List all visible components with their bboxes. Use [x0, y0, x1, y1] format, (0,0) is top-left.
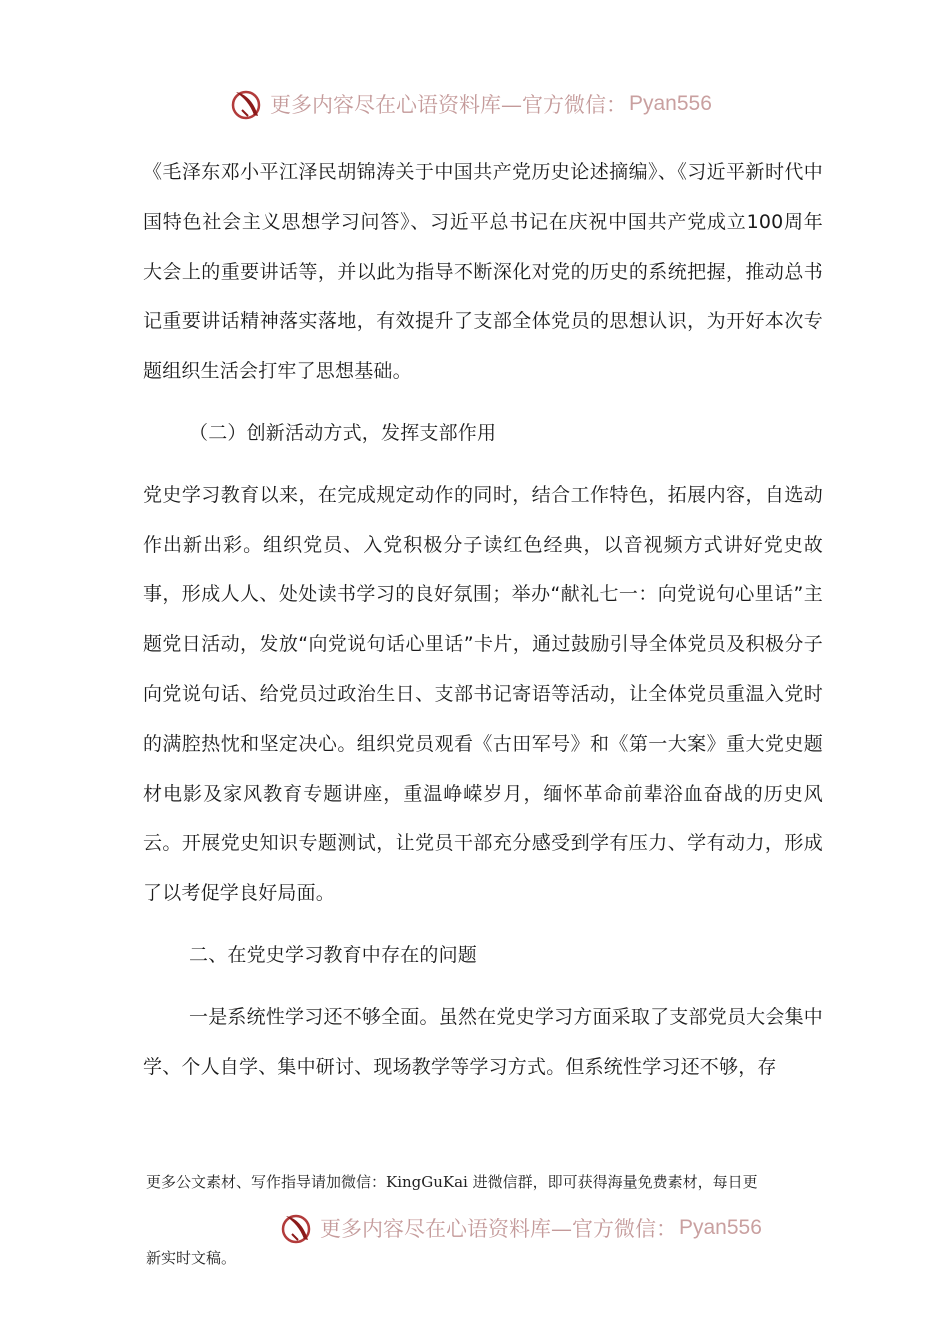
watermark-wechat-id: Pyan556 — [629, 92, 712, 115]
footer-note: 更多公文素材、写作指导请加微信：KingGuKai 进微信群，即可获得海量免费素材，每日更 — [146, 1173, 758, 1191]
quill-pen-logo-icon — [228, 86, 264, 122]
watermark-header — [228, 86, 712, 122]
watermark-wechat-id: Pyan556 — [679, 1216, 762, 1239]
section-heading-problems: 二、在党史学习教育中存在的问题 — [189, 943, 478, 966]
paragraph-activities: 党史学习教育以来，在完成规定动作的同时，结合工作特色，拓展内容，自选动作出新出彩。组织党员、入党积极分子读红色经典，以音视频方式讲好党史故事，形成人人、处处读书学习的良好氛围；举办“献礼七一：向党说句心里话”主题党日活动，发放“向党说句话心里话”卡片，通过鼓励引导全体党员及积极分子向党说句话、给党员过政治生日、支部书记寄语等活动，让全体党员重温入党时的满腔热忱和坚定决心。组织党员观看《古田军号》和《第一大案》重大党史题材电影及家风教育专题讲座，重温峥嵘岁月，缅怀革命前辈浴血奋战的历史风云。开展党史知识专题测试，让党员干部充分感受到学有压力、学有动力，形成了以考促学良好局面。 — [143, 483, 823, 905]
watermark-footer — [278, 1210, 762, 1246]
watermark-text: 更多内容尽在心语资料库—官方微信： — [320, 1217, 677, 1241]
section-heading-innovation: （二）创新活动方式，发挥支部作用 — [189, 421, 497, 444]
document-body — [143, 148, 823, 1092]
watermark-text: 更多内容尽在心语资料库—官方微信： — [270, 93, 627, 117]
paragraph-study-materials: 《毛泽东邓小平江泽民胡锦涛关于中国共产党历史论述摘编》、《习近平新时代中国特色社会主义思想学习问答》、习近平总书记在庆祝中国共产党成立100周年大会上的重要讲话等，并以此为指导不断深化对党的历史的系统把握，推动总书记重要讲话精神落实落地，有效提升了支部全体党员的思想认识，为开好本次专题组织生活会打牢了思想基础。 — [143, 161, 823, 383]
quill-pen-logo-icon — [278, 1210, 314, 1246]
paragraph-problem-one: 一是系统性学习还不够全面。虽然在党史学习方面采取了支部党员大会集中学、个人自学、集中研讨、现场教学等学习方式。但系统性学习还不够，存 — [143, 1005, 823, 1078]
footer-note-continued: 新实时文稿。 — [146, 1249, 237, 1267]
